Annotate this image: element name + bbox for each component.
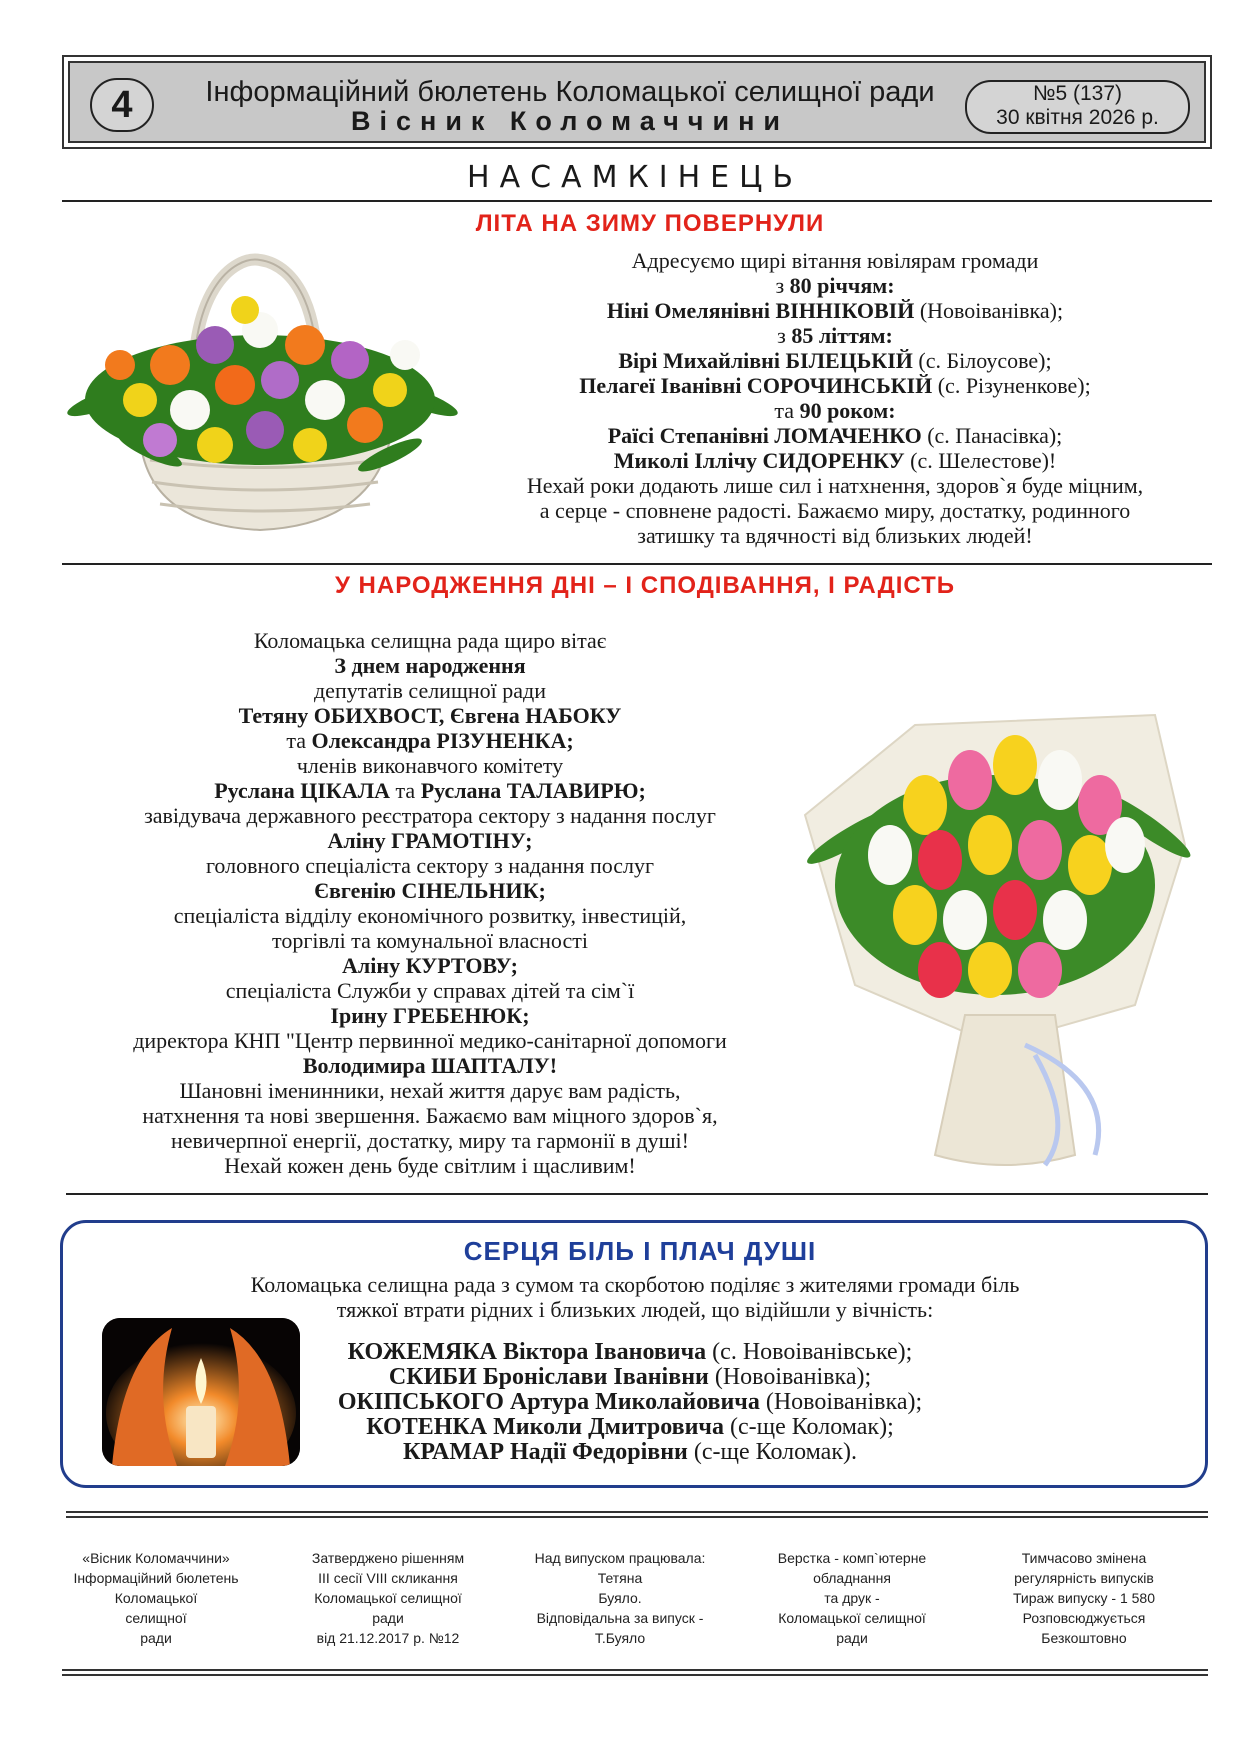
text-line <box>470 273 1200 298</box>
issue-number: №5 (137) <box>1032 82 1123 105</box>
text: (Новоіванівка); <box>708 1364 872 1390</box>
footer-column <box>964 1548 1204 1648</box>
footer-line: Коломацької <box>114 1590 198 1606</box>
text-line <box>290 1415 970 1440</box>
text-line <box>60 853 800 878</box>
text-line <box>60 1103 800 1128</box>
footer-line: Відповідальна за випуск - <box>536 1610 704 1626</box>
condolence-title: СЕРЦЯ БІЛЬ І ПЛАЧ ДУШІ <box>463 1236 817 1266</box>
footer-line: Коломацької селищної <box>314 1590 462 1606</box>
footer-rule <box>62 1674 1208 1676</box>
text: спеціаліста відділу економічного розвитку, інвестицій, <box>173 903 687 928</box>
text: та <box>774 398 800 423</box>
bold-text: Пелагеї Іванівні СОРОЧИНСЬКІЙ <box>579 373 933 398</box>
footer-line: та друк - <box>824 1590 880 1606</box>
footer-line: Над випуском працювала: <box>534 1550 706 1566</box>
text: та <box>390 778 421 803</box>
text: директора КНП "Центр первинної медико-санітарної допомоги <box>133 1028 727 1053</box>
text: Коломацька селищна рада щиро вітає <box>253 628 607 653</box>
condolence-intro <box>70 1272 1200 1322</box>
text-line <box>60 953 800 978</box>
text-line <box>60 728 800 753</box>
footer-line: ради <box>372 1610 404 1626</box>
text: Шановні іменинники, нехай життя дарує вам радість, <box>179 1078 681 1103</box>
bold-text: Вірі Михайлівні БІЛЕЦЬКІЙ <box>618 348 913 373</box>
text: з <box>775 273 790 298</box>
bold-text: З днем народження <box>334 653 526 678</box>
footer-line: Тимчасово змінена <box>1021 1550 1147 1566</box>
text-line <box>60 803 800 828</box>
text-line <box>60 628 800 653</box>
text: (с. Різуненкове); <box>932 373 1091 398</box>
text-line <box>60 928 800 953</box>
bold-text: Руслана ТАЛАВИРЮ; <box>420 778 646 803</box>
bold-text: Євгенію СІНЕЛЬНИК; <box>314 878 546 903</box>
text-line <box>60 778 800 803</box>
text: торгівлі та комунальної власності <box>272 928 588 953</box>
text: завідувача державного реєстратора сектору з надання послуг <box>144 803 716 828</box>
footer-line: Верстка - комп`ютерне <box>777 1550 927 1566</box>
condolence-intro-line: Коломацька селищна рада з сумом та скорботою поділяє з жителями громади біль <box>250 1272 1020 1297</box>
text: а серце - сповнене радості. Бажаємо миру, достатку, родинного <box>539 498 1131 523</box>
text-line <box>470 248 1200 273</box>
bold-text: ОКІПСЬКОГО Артура Миколайовича <box>337 1389 760 1415</box>
text: депутатів селищної ради <box>313 678 547 703</box>
text-line <box>470 498 1200 523</box>
bold-text: Тетяну ОБИХВОСТ, Євгена НАБОКУ <box>238 703 622 728</box>
footer-line: ІІІ сесії VIII скликання <box>318 1570 458 1586</box>
text-line <box>60 1028 800 1053</box>
footer-column <box>732 1548 972 1648</box>
text: (с. Шелестове)! <box>904 448 1057 473</box>
bold-text: КРАМАР Надії Федорівни <box>403 1439 688 1465</box>
footer-line: регулярність випусків <box>1014 1570 1154 1586</box>
bold-text: СКИБИ Броніслави Іванівни <box>388 1364 709 1390</box>
birthday-text <box>60 628 800 1178</box>
bold-text: 80 річчям: <box>789 273 895 298</box>
footer-line: Коломацької селищної <box>778 1610 926 1626</box>
bulletin-title: Вісник Коломаччини <box>351 106 789 136</box>
tulip-bouquet-image <box>795 685 1195 1175</box>
bold-text: Ніні Омелянівні ВІННІКОВІЙ <box>606 298 915 323</box>
footer-column <box>36 1548 276 1648</box>
text: (с. Новоіванівське); <box>706 1339 913 1365</box>
text: та <box>286 728 312 753</box>
text: Нехай кожен день буде світлим і щасливим! <box>224 1153 636 1178</box>
text-line <box>60 1003 800 1028</box>
bold-text: Раїсі Степанівні ЛОМАЧЕНКО <box>607 423 922 448</box>
condolence-names <box>290 1340 970 1465</box>
text: (с-ще Коломак). <box>687 1439 857 1465</box>
text: спеціаліста Служби у справах дітей та сім`ї <box>225 978 635 1003</box>
text-line <box>470 348 1200 373</box>
bold-text: Володимира ШАПТАЛУ! <box>302 1053 558 1078</box>
text-line <box>60 1078 800 1103</box>
text: членів виконавчого комітету <box>296 753 564 778</box>
condolence-intro-line: тяжкої втрати рідних і близьких людей, що відійшли у вічність: <box>336 1297 934 1322</box>
text-line <box>60 978 800 1003</box>
text-line <box>60 653 800 678</box>
text-line <box>60 828 800 853</box>
text-line <box>60 1153 800 1178</box>
text-line <box>470 298 1200 323</box>
text: затишку та вдячності від близьких людей! <box>637 523 1033 548</box>
candle-image <box>102 1318 300 1466</box>
text-line <box>60 1128 800 1153</box>
text-line <box>470 398 1200 423</box>
text-line <box>60 878 800 903</box>
bold-text: Миколі Іллічу СИДОРЕНКУ <box>613 448 905 473</box>
footer-line: «Вісник Коломаччини» <box>82 1550 230 1566</box>
text-line <box>290 1440 970 1465</box>
bold-text: Аліну КУРТОВУ; <box>342 953 518 978</box>
text-line <box>470 373 1200 398</box>
issue-date: 30 квітня 2026 р. <box>996 106 1159 129</box>
footer-rule <box>66 1511 1208 1513</box>
footer-line: ради <box>140 1630 172 1646</box>
jubilee-text <box>470 248 1200 548</box>
text-line <box>60 903 800 928</box>
footer-line: Буяло. <box>598 1590 642 1606</box>
bold-text: КОЖЕМЯКА Віктора Івановича <box>347 1339 707 1365</box>
footer-line: Т.Буяло <box>594 1630 646 1646</box>
text-line <box>470 448 1200 473</box>
text-line <box>470 323 1200 348</box>
text-line <box>290 1365 970 1390</box>
text: (Новоіванівка); <box>914 298 1064 323</box>
footer-line: Тираж випуску - 1 580 <box>1012 1590 1156 1606</box>
divider <box>66 1193 1208 1195</box>
text-line <box>60 678 800 703</box>
divider <box>62 200 1212 202</box>
footer-line: Тетяна <box>597 1570 643 1586</box>
flower-basket-image <box>60 250 460 535</box>
text: (с-ще Коломак); <box>723 1414 894 1440</box>
footer-line: селищної <box>125 1610 187 1626</box>
page-number: 4 <box>90 78 154 132</box>
text-line <box>470 423 1200 448</box>
bold-text: КОТЕНКА Миколи Дмитровича <box>366 1414 724 1440</box>
bold-text: Руслана ЦІКАЛА <box>214 778 391 803</box>
text-line <box>290 1390 970 1415</box>
text: (с. Білоусове); <box>912 348 1052 373</box>
footer-line: ради <box>836 1630 868 1646</box>
text: (Новоіванівка); <box>759 1389 923 1415</box>
text-line <box>60 753 800 778</box>
footer-column <box>500 1548 740 1648</box>
text: невичерпної енергії, достатку, миру та гармонії в душі! <box>171 1128 689 1153</box>
footer-rule <box>62 1669 1208 1671</box>
footer-line: Розповсюджується <box>1022 1610 1146 1626</box>
footer-rule <box>66 1516 1208 1518</box>
bold-text: 85 літтям: <box>791 323 893 348</box>
footer-line: від 21.12.2017 р. №12 <box>316 1630 460 1646</box>
section-title: НАСАМКІНЕЦЬ <box>467 160 803 195</box>
text: Адресуємо щирі вітання ювілярам громади <box>631 248 1039 273</box>
text-line <box>290 1340 970 1365</box>
bold-text: Олександра РІЗУНЕНКА; <box>311 728 574 753</box>
footer-column <box>268 1548 508 1648</box>
jubilee-title: ЛІТА НА ЗИМУ ПОВЕРНУЛИ <box>475 210 825 237</box>
bold-text: Аліну ГРАМОТІНУ; <box>327 828 533 853</box>
birthday-title: У НАРОДЖЕННЯ ДНІ – І СПОДІВАННЯ, І РАДІСТЬ <box>334 572 956 599</box>
bulletin-subtitle: Інформаційний бюлетень Коломацької селищної ради <box>205 76 935 108</box>
text-line <box>470 523 1200 548</box>
footer-line: Затверджено рішенням <box>311 1550 465 1566</box>
text-line <box>60 1053 800 1078</box>
footer-line: обладнання <box>813 1570 891 1586</box>
divider <box>62 563 1212 565</box>
text: Нехай роки додають лише сил і натхнення, здоров`я буде міцним, <box>526 473 1144 498</box>
footer-line: Інформаційний бюлетень <box>73 1570 239 1586</box>
text-line <box>60 703 800 728</box>
text: головного спеціаліста сектору з надання послуг <box>205 853 655 878</box>
footer-line: Безкоштовно <box>1041 1630 1127 1646</box>
bold-text: Ірину ГРЕБЕНЮК; <box>330 1003 530 1028</box>
bold-text: 90 роком: <box>799 398 896 423</box>
text: (с. Панасівка); <box>921 423 1063 448</box>
text-line <box>470 473 1200 498</box>
text: з <box>777 323 792 348</box>
text: натхнення та нові звершення. Бажаємо вам міцного здоров`я, <box>142 1103 718 1128</box>
